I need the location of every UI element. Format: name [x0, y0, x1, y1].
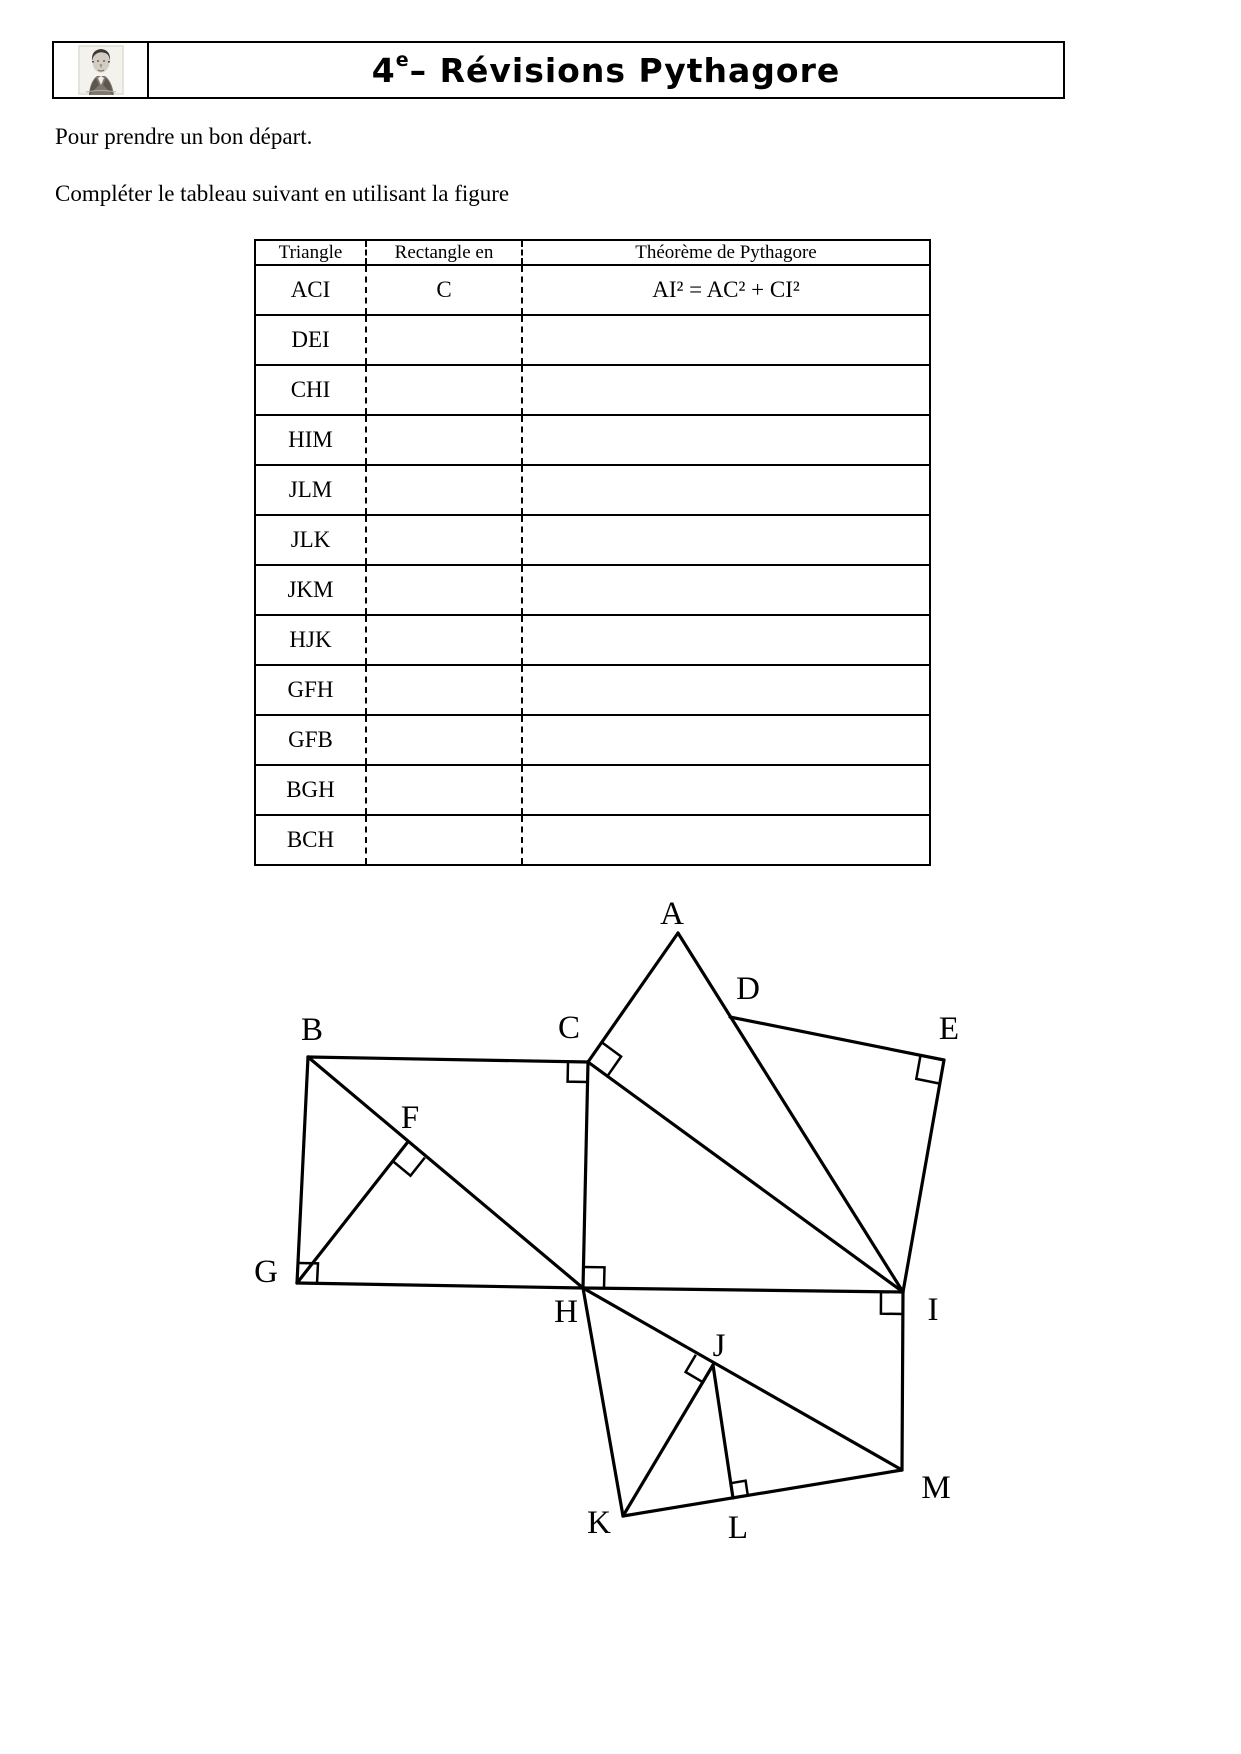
col-header-rectangle-en: Rectangle en: [366, 240, 522, 265]
segment-CI: [588, 1062, 903, 1292]
title-text: – Révisions Pythagore: [409, 50, 841, 90]
triangle-cell: CHI: [255, 365, 366, 415]
triangle-cell: JLK: [255, 515, 366, 565]
point-label-H: H: [554, 1294, 578, 1330]
segment-HK: [583, 1288, 623, 1516]
segment-IM: [902, 1292, 903, 1470]
segment-BG: [297, 1057, 308, 1283]
triangle-cell: GFB: [255, 715, 366, 765]
triangle-cell: JLM: [255, 465, 366, 515]
point-label-D: D: [736, 971, 760, 1007]
segment-EI: [903, 1060, 944, 1292]
col-header-triangle: Triangle: [255, 240, 366, 265]
point-label-L: L: [727, 1510, 749, 1546]
segment-JK: [623, 1365, 713, 1516]
segment-HI: [583, 1288, 903, 1292]
point-label-C: C: [557, 1010, 581, 1046]
right-angle-mark-F: [393, 1158, 425, 1176]
triangle-cell: ACI: [255, 265, 366, 315]
triangle-cell: JKM: [255, 565, 366, 615]
point-label-A: A: [660, 896, 684, 932]
triangle-cell: BGH: [255, 765, 366, 815]
right-angle-mark-J: [686, 1355, 703, 1382]
segment-GH: [297, 1283, 583, 1288]
point-label-G: G: [254, 1254, 278, 1290]
segment-CH: [583, 1062, 588, 1288]
segment-DE: [730, 1017, 944, 1060]
triangle-cell: GFH: [255, 665, 366, 715]
segment-KM: [623, 1470, 902, 1516]
segment-BH: [308, 1057, 583, 1288]
triangle-cell: DEI: [255, 315, 366, 365]
triangle-cell: HJK: [255, 615, 366, 665]
right-angle-mark-C: [568, 1062, 588, 1082]
point-label-J: J: [712, 1328, 726, 1364]
point-label-K: K: [587, 1505, 611, 1541]
rectangle-en-cell: C: [366, 265, 522, 315]
segment-AI: [678, 933, 903, 1292]
triangle-cell: BCH: [255, 815, 366, 865]
intro-line-1: Pour prendre un bon départ.: [55, 124, 313, 149]
right-angle-mark-C: [602, 1042, 621, 1076]
point-label-E: E: [938, 1011, 960, 1047]
intro-line-2: Compléter le tableau suivant en utilisant la figure: [55, 181, 510, 206]
right-angle-mark-H: [584, 1267, 605, 1288]
segment-HM: [583, 1288, 902, 1470]
point-label-F: F: [400, 1100, 420, 1136]
triangle-cell: HIM: [255, 415, 366, 465]
theoreme-cell: AI² = AC² + CI²: [522, 265, 930, 315]
point-label-M: M: [921, 1470, 951, 1506]
right-angle-mark-I: [881, 1292, 903, 1314]
worksheet-title: 4 $^e$ – Révisions Pythagore: [371, 49, 841, 90]
title-grade: 4: [371, 50, 396, 90]
segment-JL: [713, 1365, 733, 1498]
segment-BC: [308, 1057, 588, 1062]
col-header-theoreme: Théorème de Pythagore: [522, 240, 930, 265]
point-label-B: B: [300, 1012, 324, 1048]
point-label-I: I: [927, 1292, 939, 1328]
segment-GF: [297, 1143, 407, 1283]
